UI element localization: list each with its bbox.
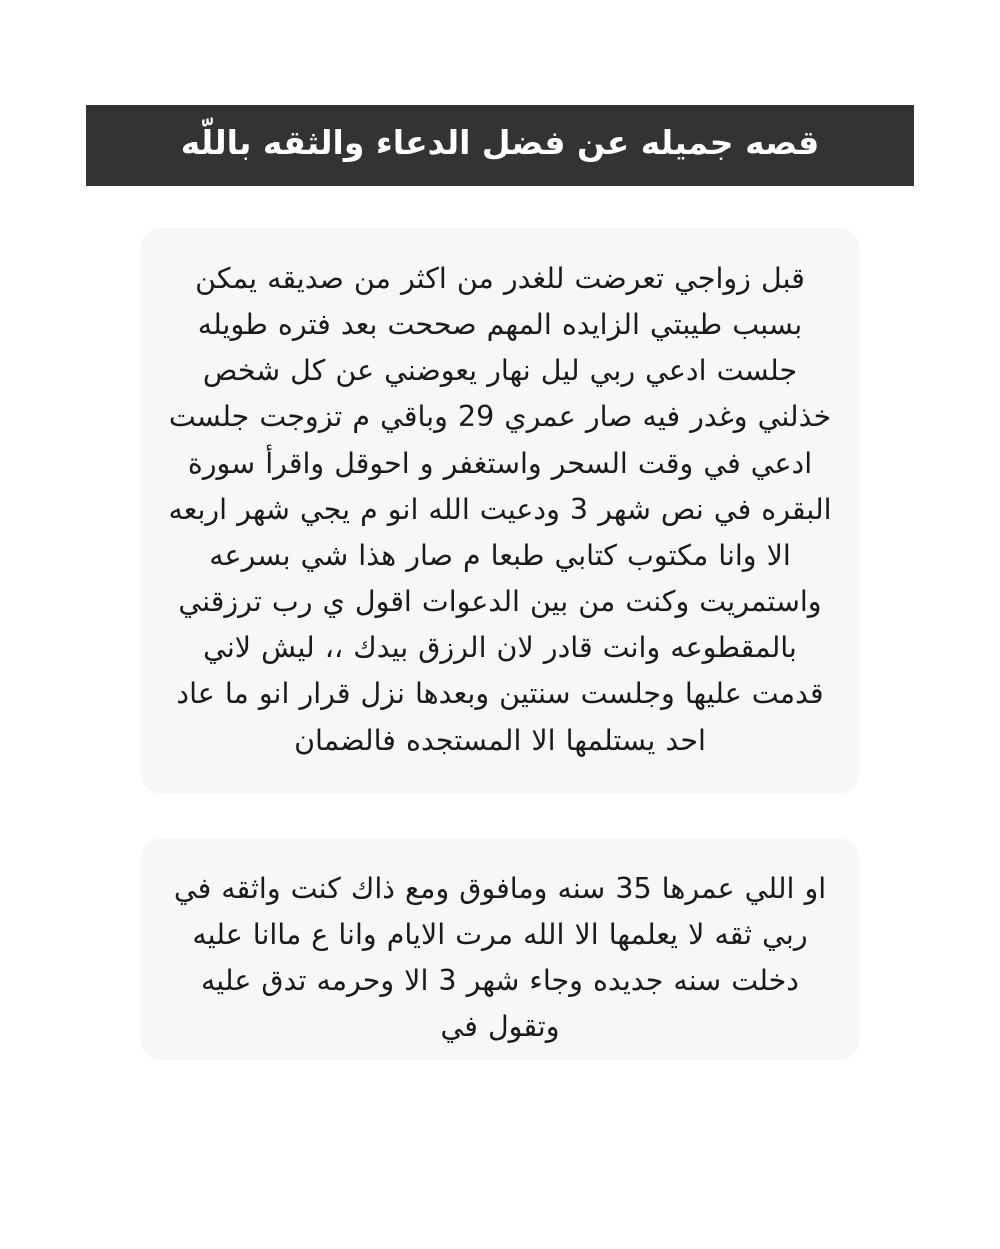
- page-title: قصه جميله عن فضل الدعاء والثقه باللّه: [86, 105, 914, 186]
- story-card-text: قبل زواجي تعرضت للغدر من اكثر من صديقه يمكن بسبب طيبتي الزايده المهم صححت بعد فتره طويله جلست ادعي ربي ليل نهار يعوضني عن كل شخص خذلني وغدر فيه صار عمري 29 وباقي م تزوجت جلست ادعي في وقت السحر واستغفر و احوقل واقرأ سورة البقره في نص شهر 3 ودعيت الله انو م يجي شهر اربعه الا وانا مكتوب كتابي طبعا م صار هذا شي بسرعه واستمريت وكنت من بين الدعوات اقول ي رب ترزقني بالمقطوعه وانت قادر لان الرزق بيدك ،، ليش لاني قدمت عليها وجلست سنتين وبعدها نزل قرار انو ما عاد احد يستلمها الا المستجده فالضمان: [168, 262, 832, 757]
- story-card-text: او اللي عمرها 35 سنه ومافوق ومع ذاك كنت واثقه في ربي ثقه لا يعلمها الا الله مرت الايام وانا ع ماانا عليه دخلت سنه جديده وجاء شهر 3 الا وحرمه تدق عليه وتقول في: [173, 871, 827, 1044]
- story-card: [140, 838, 860, 1061]
- story-cards-container: [140, 228, 860, 1104]
- story-card: [140, 228, 860, 794]
